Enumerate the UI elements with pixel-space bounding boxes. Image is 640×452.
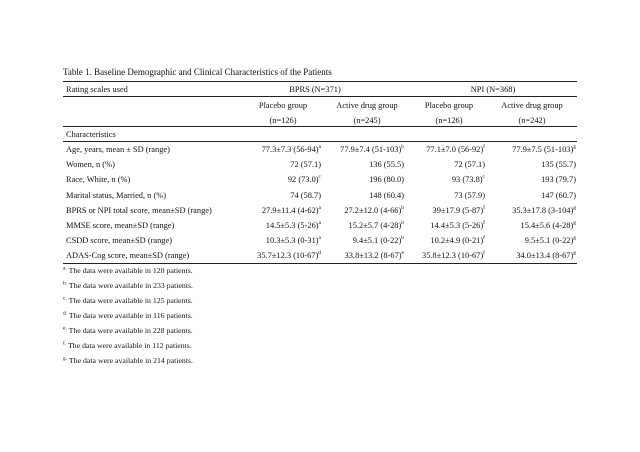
cell-footnote-mark: f <box>483 235 485 242</box>
npi-group-title: NPI (N=368) <box>470 85 516 94</box>
cell-value: 10.2±4.9 (0-21) <box>430 236 484 245</box>
row-label: Marital status, Married, n (%) <box>66 191 167 200</box>
cell-footnote-mark: g <box>573 205 576 212</box>
footnote <box>63 356 193 365</box>
subcol-n-1: (n=126) <box>269 116 297 125</box>
cell-footnote-mark: a <box>318 235 321 242</box>
footnote-mark: a. <box>63 265 67 272</box>
subcol-name-4: Active drug group <box>501 101 563 110</box>
table-cell <box>385 205 485 216</box>
cell-value: 135 (55.7) <box>541 160 576 169</box>
row-label: BPRS or NPI total score, mean±SD (range) <box>66 206 212 215</box>
cell-value: 196 (80.0) <box>369 175 404 184</box>
cell-footnote-mark: a <box>318 220 321 227</box>
subcol-name-2: Active drug group <box>336 101 398 110</box>
characteristics-label: Characteristics <box>66 130 116 139</box>
footnote-mark: f. <box>63 340 67 347</box>
footnote-mark: g. <box>63 355 68 362</box>
footnote <box>63 326 193 335</box>
table-cell <box>385 250 485 261</box>
footnote-text: The data were available in 116 patients. <box>67 311 193 320</box>
table-cell <box>385 159 485 170</box>
footnote <box>63 281 193 290</box>
cell-value: 72 (57.1) <box>290 160 321 169</box>
table-cell <box>476 159 576 170</box>
rating-scales-label: Rating scales used <box>66 85 128 94</box>
footnote <box>63 266 193 275</box>
cell-value: 74 (58.7) <box>290 191 321 200</box>
row-label: Women, n (%) <box>66 160 115 169</box>
footnote <box>63 341 192 350</box>
cell-footnote-mark: f <box>483 144 485 151</box>
cell-value: 73 (57.9) <box>454 191 485 200</box>
cell-value: 193 (79.7) <box>541 175 576 184</box>
cell-footnote-mark: b <box>401 235 404 242</box>
footnote-text: The data were available in 125 patients. <box>66 296 193 305</box>
cell-footnote-mark: g <box>573 220 576 227</box>
table-cell <box>385 190 485 201</box>
table-caption: Table 1. Baseline Demographic and Clinical Characteristics of the Patients <box>63 67 332 77</box>
cell-value: 27.2±12.0 (4-66) <box>344 206 402 215</box>
cell-footnote-mark: a <box>318 205 321 212</box>
cell-footnote-mark: f <box>483 250 485 257</box>
characteristics-rule <box>63 141 577 142</box>
cell-footnote-mark: g <box>573 235 576 242</box>
table-cell <box>476 144 576 155</box>
cell-value: 9.4±5.1 (0-22) <box>352 236 402 245</box>
cell-value: 77.3±7.3 (56-94) <box>261 145 319 154</box>
cell-footnote-mark: c <box>482 174 485 181</box>
table-cell <box>385 235 485 246</box>
footnote-mark: b. <box>63 280 68 287</box>
row-label: Age, years, mean ± SD (range) <box>66 145 170 154</box>
footnote <box>63 296 193 305</box>
cell-value: 148 (60.4) <box>369 191 404 200</box>
cell-value: 77.9±7.5 (51-103) <box>512 145 574 154</box>
footnote-text: The data were available in 112 patients. <box>66 341 192 350</box>
cell-footnote-mark: g <box>573 144 576 151</box>
subcol-name-1: Placebo group <box>258 101 308 110</box>
subcol-n-3: (n=126) <box>435 116 463 125</box>
bprs-group-title: BPRS (N=371) <box>289 85 341 94</box>
cell-value: 136 (55.5) <box>369 160 404 169</box>
table-cell <box>476 174 576 185</box>
footnote-mark: d. <box>63 310 68 317</box>
header-rule <box>63 96 577 97</box>
subcol-n-4: (n=242) <box>518 116 546 125</box>
subheader-rule <box>63 126 577 127</box>
cell-value: 15.4±5.6 (4-28) <box>520 221 574 230</box>
cell-value: 147 (60.7) <box>541 191 576 200</box>
table-bottom-rule <box>63 263 577 264</box>
cell-value: 14.4±5.3 (5-26) <box>430 221 484 230</box>
footnote-text: The data were available in 233 patients. <box>67 281 193 290</box>
cell-value: 10.3±5.3 (0-31) <box>265 236 319 245</box>
cell-value: 35.7±12.3 (10-67) <box>257 251 319 260</box>
cell-value: 33.8±13.2 (8-67) <box>344 251 402 260</box>
row-label: Race, White, n (%) <box>66 175 131 184</box>
cell-footnote-mark: b <box>401 220 404 227</box>
cell-value: 27.9±11.4 (4-62) <box>261 206 319 215</box>
table-cell <box>476 250 576 261</box>
cell-footnote-mark: f <box>483 205 485 212</box>
table-top-rule <box>63 81 577 82</box>
table-cell <box>476 235 576 246</box>
cell-footnote-mark: e <box>401 250 404 257</box>
table-cell <box>385 144 485 155</box>
table-cell <box>385 220 485 231</box>
cell-value: 35.3±17.8 (3-104) <box>512 206 574 215</box>
cell-value: 35.8±12.3 (10-67) <box>422 251 484 260</box>
cell-value: 93 (73.8) <box>451 175 483 184</box>
row-label: CSDD score, mean±SD (range) <box>66 236 173 245</box>
cell-value: 92 (73.0) <box>287 175 319 184</box>
row-label: ADAS-Cog score, mean±SD (range) <box>66 251 190 260</box>
footnote-text: The data were available in 214 patients. <box>67 356 193 365</box>
cell-footnote-mark: b <box>401 205 404 212</box>
footnote <box>63 311 193 320</box>
footnote-mark: c. <box>63 295 67 302</box>
cell-value: 34.0±13.4 (8-67) <box>516 251 574 260</box>
table-cell <box>385 174 485 185</box>
cell-value: 15.2±5.7 (4-28) <box>348 221 402 230</box>
cell-value: 14.5±5.3 (5-26) <box>265 221 319 230</box>
footnote-text: The data were available in 120 patients. <box>66 266 193 275</box>
cell-footnote-mark: b <box>401 144 404 151</box>
subcol-name-3: Placebo group <box>424 101 474 110</box>
cell-value: 39±17.9 (5-87) <box>432 206 484 215</box>
cell-footnote-mark: a <box>318 144 321 151</box>
subcol-n-2: (n=245) <box>353 116 381 125</box>
cell-footnote-mark: c <box>318 174 321 181</box>
cell-footnote-mark: g <box>573 250 576 257</box>
table-cell <box>476 190 576 201</box>
footnote-text: The data were available in 228 patients. <box>66 326 193 335</box>
row-label: MMSE score, mean±SD (range) <box>66 221 175 230</box>
cell-value: 9.5±5.1 (0-22) <box>524 236 574 245</box>
cell-footnote-mark: f <box>483 220 485 227</box>
cell-footnote-mark: d <box>318 250 321 257</box>
footnote-mark: e. <box>63 325 67 332</box>
cell-value: 77.9±7.4 (51-103) <box>340 145 402 154</box>
table-cell <box>476 205 576 216</box>
cell-value: 77.1±7.0 (56-92) <box>426 145 484 154</box>
cell-value: 72 (57.1) <box>454 160 485 169</box>
table-cell <box>476 220 576 231</box>
